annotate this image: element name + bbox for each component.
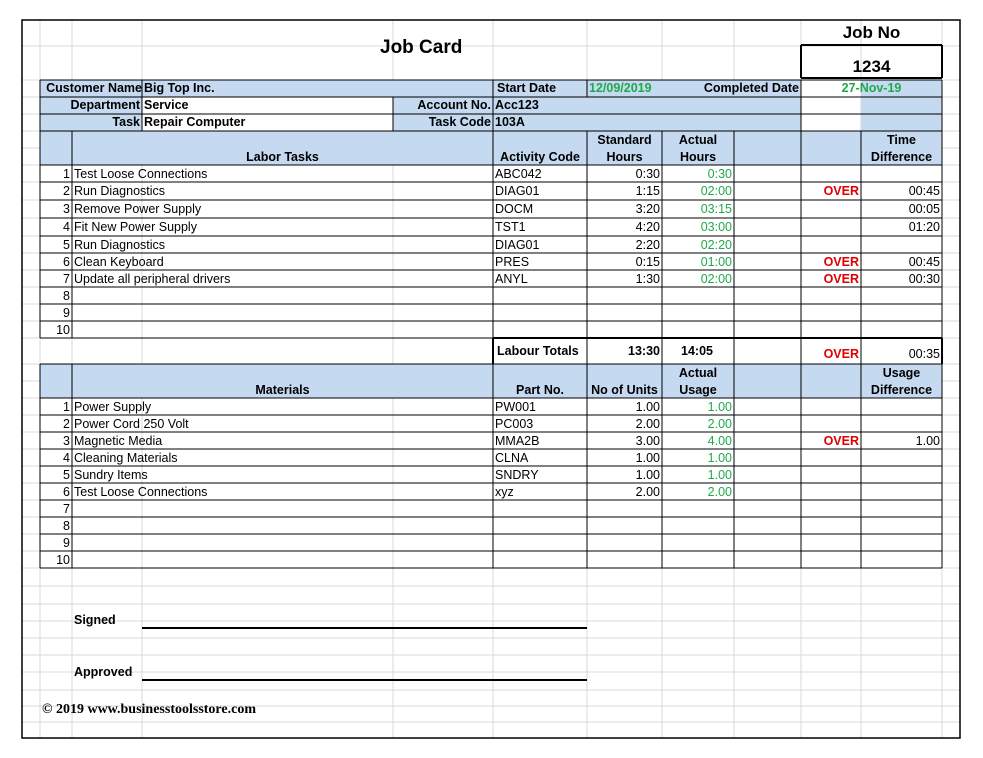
account-value: Acc123 — [495, 98, 539, 112]
time-difference-cell: 00:05 — [908, 202, 940, 216]
labor-task-cell: Remove Power Supply — [74, 202, 202, 216]
no-of-units-cell: 2.00 — [635, 485, 660, 499]
actual-usage-cell: 2.00 — [707, 485, 732, 499]
actual-hours-cell: 03:15 — [700, 202, 732, 216]
material-row-number: 2 — [63, 417, 70, 431]
material-row-number: 10 — [56, 553, 70, 567]
material-row-number: 1 — [63, 400, 70, 414]
no-of-units-cell: 1.00 — [635, 468, 660, 482]
standard-hours-header-1: Standard — [597, 133, 652, 147]
actual-hours-cell: 02:00 — [700, 184, 732, 198]
material-name-cell: Power Cord 250 Volt — [74, 417, 189, 431]
labor-row-number: 8 — [63, 289, 70, 303]
material-row-number: 6 — [63, 485, 70, 499]
actual-hours-cell: 01:00 — [700, 255, 732, 269]
material-name-cell: Sundry Items — [74, 468, 148, 482]
part-no-cell: SNDRY — [495, 468, 539, 482]
labour-totals-label: Labour Totals — [497, 344, 579, 358]
actual-usage-header-2: Usage — [679, 383, 717, 397]
time-difference-cell: 00:30 — [908, 272, 940, 286]
actual-usage-header-1: Actual — [678, 366, 718, 380]
time-difference-header-2: Difference — [870, 150, 933, 164]
materials-header: Materials — [255, 383, 310, 397]
start-date-label: Start Date — [497, 81, 557, 95]
labor-row-number: 7 — [63, 272, 70, 286]
department-value: Service — [144, 98, 189, 112]
over-flag-cell: OVER — [823, 272, 859, 286]
part-no-cell: PW001 — [495, 400, 536, 414]
material-name-cell: Test Loose Connections — [74, 485, 208, 499]
customer-value: Big Top Inc. — [144, 81, 215, 95]
standard-hours-cell: 4:20 — [635, 220, 660, 234]
material-row-number: 8 — [63, 519, 70, 533]
material-name-cell: Power Supply — [74, 400, 152, 414]
standard-hours-cell: 1:30 — [635, 272, 660, 286]
labor-task-cell: Fit New Power Supply — [74, 220, 197, 234]
usage-difference-cell: 1.00 — [915, 434, 940, 448]
actual-hours-cell: 0:30 — [707, 167, 732, 181]
labor-row-number: 1 — [63, 167, 70, 181]
material-row-number: 5 — [63, 468, 70, 482]
customer-label: Customer Name — [46, 81, 142, 95]
over-flag-cell: OVER — [823, 255, 859, 269]
task-label: Task — [112, 115, 140, 129]
activity-code-cell: DIAG01 — [495, 184, 540, 198]
labor-row-number: 2 — [63, 184, 70, 198]
actual-usage-cell: 2.00 — [707, 417, 732, 431]
actual-hours-header-1: Actual — [678, 133, 718, 147]
task-code-label: Task Code — [428, 115, 491, 129]
labor-task-cell: Clean Keyboard — [74, 255, 164, 269]
department-label: Department — [70, 98, 140, 112]
no-of-units-header: No of Units — [591, 383, 658, 397]
no-of-units-cell: 1.00 — [635, 400, 660, 414]
material-over-flag-cell: OVER — [823, 434, 859, 448]
job-no-label: Job No — [842, 23, 901, 42]
completed-date-value: 27-Nov-19 — [841, 81, 902, 95]
actual-usage-cell: 1.00 — [707, 400, 732, 414]
part-no-cell: MMA2B — [495, 434, 540, 448]
time-difference-cell: 00:45 — [908, 184, 940, 198]
totals-over-flag: OVER — [823, 347, 859, 361]
material-row-number: 9 — [63, 536, 70, 550]
completed-date-label: Completed Date — [703, 81, 799, 95]
labor-task-cell: Update all peripheral drivers — [74, 272, 231, 286]
actual-usage-cell: 4.00 — [707, 434, 732, 448]
actual-usage-cell: 1.00 — [707, 468, 732, 482]
labor-row-number: 9 — [63, 306, 70, 320]
activity-code-cell: DIAG01 — [495, 238, 540, 252]
task-code-value: 103A — [495, 115, 525, 129]
standard-hours-header-2: Hours — [606, 150, 643, 164]
part-no-cell: xyz — [495, 485, 514, 499]
over-flag-cell: OVER — [823, 184, 859, 198]
usage-difference-header-2: Difference — [870, 383, 933, 397]
start-date-value: 12/09/2019 — [589, 81, 652, 95]
copyright-footer: © 2019 www.businesstoolsstore.com — [42, 702, 256, 717]
actual-hours-header-2: Hours — [679, 150, 717, 164]
account-label: Account No. — [417, 98, 491, 112]
usage-difference-header-1: Usage — [882, 366, 921, 380]
standard-hours-cell: 0:15 — [635, 255, 660, 269]
actual-hours-cell: 03:00 — [700, 220, 732, 234]
labor-row-number: 3 — [63, 202, 70, 216]
time-difference-header-1: Time — [887, 133, 916, 147]
labor-task-cell: Test Loose Connections — [74, 167, 208, 181]
no-of-units-cell: 2.00 — [635, 417, 660, 431]
time-difference-cell: 00:45 — [908, 255, 940, 269]
job-number: 1234 — [852, 57, 891, 76]
activity-code-cell: DOCM — [495, 202, 534, 216]
material-row-number: 3 — [63, 434, 70, 448]
part-no-cell: PC003 — [495, 417, 534, 431]
approved-label: Approved — [74, 665, 133, 679]
page-title: Job Card — [380, 37, 463, 58]
labor-task-cell: Run Diagnostics — [74, 184, 166, 198]
time-difference-total: 00:35 — [908, 347, 940, 361]
material-row-number: 7 — [63, 502, 70, 516]
actual-hours-cell: 02:00 — [700, 272, 732, 286]
activity-code-cell: ANYL — [495, 272, 528, 286]
activity-code-header: Activity Code — [500, 150, 580, 164]
actual-hours-cell: 02:20 — [700, 238, 732, 252]
time-difference-cell: 01:20 — [908, 220, 940, 234]
material-row-number: 4 — [63, 451, 70, 465]
labor-row-number: 4 — [63, 220, 70, 234]
part-no-cell: CLNA — [495, 451, 529, 465]
material-name-cell: Cleaning Materials — [74, 451, 178, 465]
actual-hours-total: 14:05 — [681, 344, 713, 358]
actual-usage-cell: 1.00 — [707, 451, 732, 465]
labor-row-number: 5 — [63, 238, 70, 252]
material-name-cell: Magnetic Media — [74, 434, 163, 448]
labor-task-cell: Run Diagnostics — [74, 238, 166, 252]
standard-hours-total: 13:30 — [628, 344, 660, 358]
standard-hours-cell: 3:20 — [635, 202, 660, 216]
standard-hours-cell: 1:15 — [635, 184, 660, 198]
labor-row-number: 6 — [63, 255, 70, 269]
no-of-units-cell: 3.00 — [635, 434, 660, 448]
labor-tasks-header: Labor Tasks — [246, 150, 319, 164]
labor-row-number: 10 — [56, 323, 70, 337]
standard-hours-cell: 2:20 — [635, 238, 660, 252]
activity-code-cell: ABC042 — [495, 167, 542, 181]
standard-hours-cell: 0:30 — [635, 167, 660, 181]
signed-label: Signed — [74, 613, 116, 627]
activity-code-cell: TST1 — [495, 220, 526, 234]
activity-code-cell: PRES — [495, 255, 530, 269]
part-no-header: Part No. — [516, 383, 564, 397]
no-of-units-cell: 1.00 — [635, 451, 660, 465]
task-value: Repair Computer — [144, 115, 246, 129]
